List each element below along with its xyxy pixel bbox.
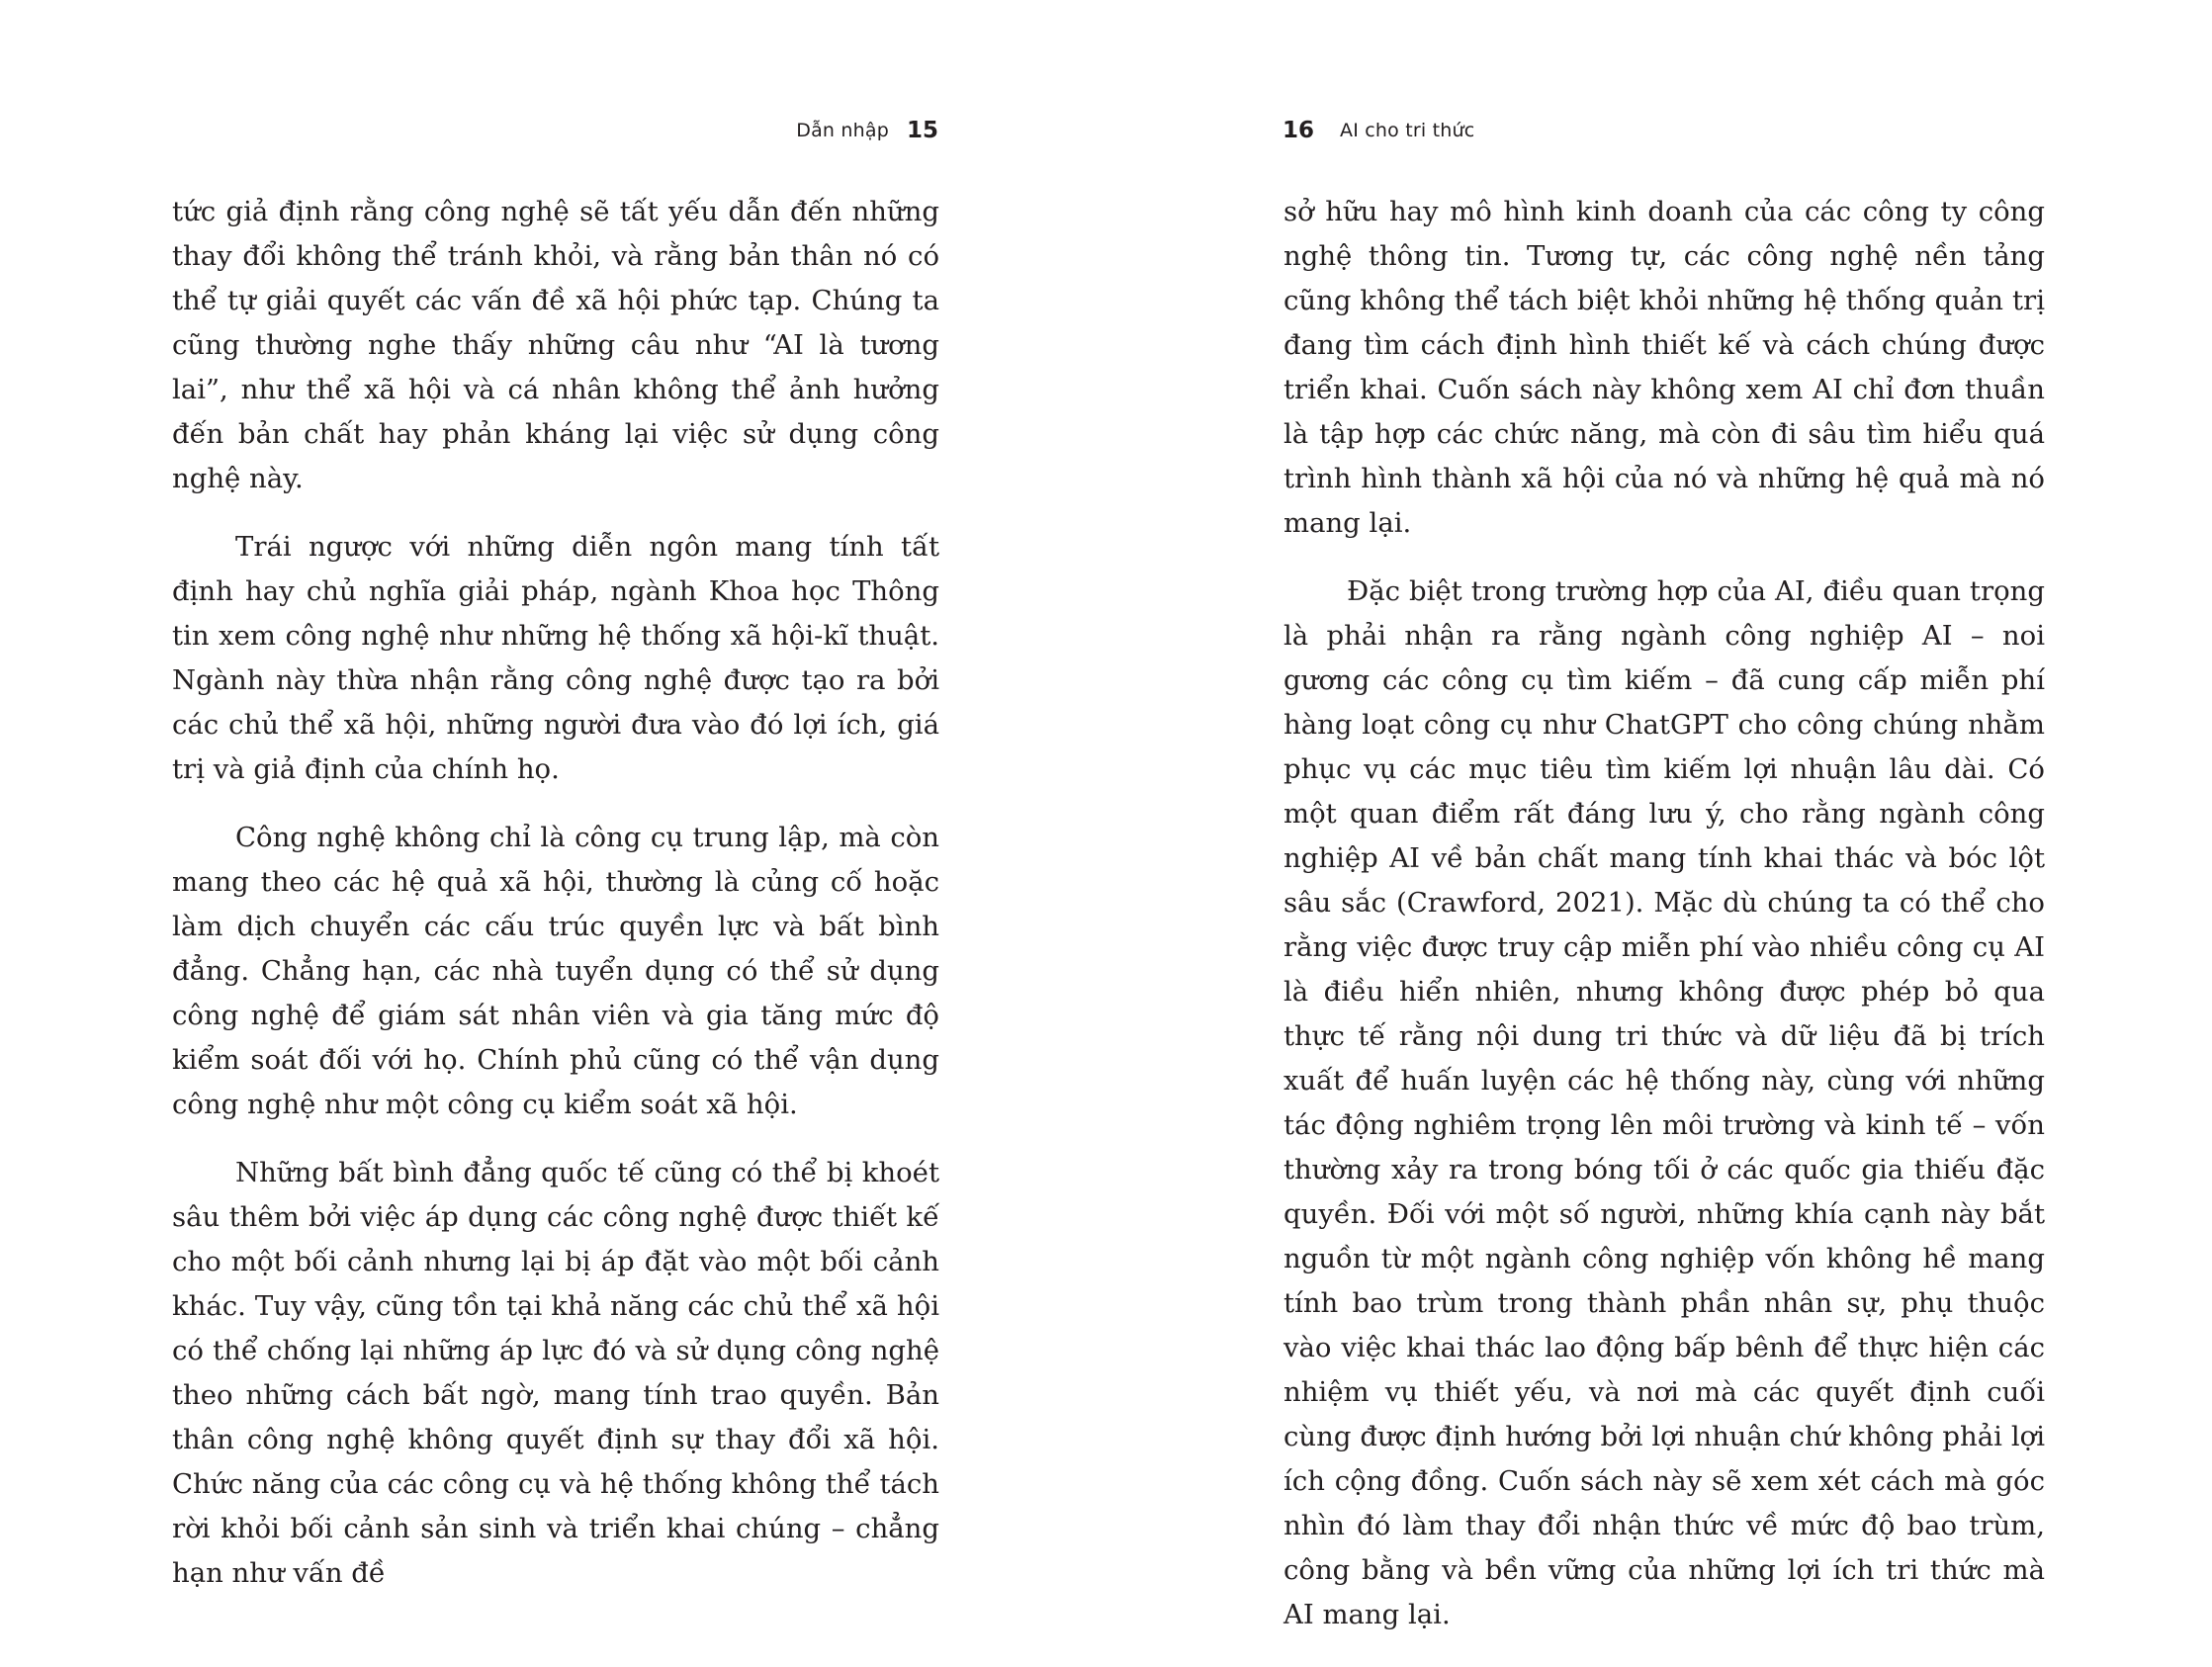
right-running-head [1283,113,1474,148]
right-page-number: 16 [1283,118,1315,143]
left-body-text [172,190,939,1620]
right-paragraph-2: Đặc biệt trong trường hợp của AI, điều quan trọng là phải nhận ra rằng ngành công nghiệp AI – noi gương các công cụ tìm kiếm – đã cung cấp miễn phí hàng loạt công cụ như ChatGPT cho công chúng nhằm phục vụ các mục tiêu tìm kiếm lợi nhuận lâu dài. Có một quan điểm rất đáng lưu ý, cho rằng ngành công nghiệp AI về bản chất mang tính khai thác và bóc lột sâu sắc (Crawford, 2021). Mặc dù chúng ta có thể cho rằng việc được truy cập miễn phí vào nhiều công cụ AI là điều hiển nhiên, nhưng không được phép bỏ qua thực tế rằng nội dung tri thức và dữ liệu đã bị trích xuất để huấn luyện các hệ thống này, cùng với những tác động nghiêm trọng lên môi trường và kinh tế – vốn thường xảy ra trong bóng tối ở các quốc gia thiếu đặc quyền. Đối với một số người, những khía cạnh này bắt nguồn từ một ngành công nghiệp vốn không hề mang tính bao trùm trong thành phần nhân sự, phụ thuộc vào việc khai thác lao động bấp bênh để thực hiện các nhiệm vụ thiết yếu, và nơi mà các quyết định cuối cùng được định hướng bởi lợi nhuận chứ không phải lợi ích cộng đồng. Cuốn sách này sẽ xem xét cách mà góc nhìn đó làm thay đổi nhận thức về mức độ bao trùm, công bằng và bền vững của những lợi ích tri thức mà AI mang lại. [1283,575,2045,1630]
left-paragraph-2: Trái ngược với những diễn ngôn mang tính tất định hay chủ nghĩa giải pháp, ngành Khoa học Thông tin xem công nghệ như những hệ thống xã hội-kĩ thuật. Ngành này thừa nhận rằng công nghệ được tạo ra bởi các chủ thể xã hội, những người đưa vào đó lợi ích, giá trị và giả định của chính họ. [172,531,939,785]
left-running-title: Dẫn nhập [796,120,889,141]
left-paragraph-1: tức giả định rằng công nghệ sẽ tất yếu dẫn đến những thay đổi không thể tránh khỏi, và rằng bản thân nó có thể tự giải quyết các vấn đề xã hội phức tạp. Chúng ta cũng thường nghe thấy những câu như “AI là tương lai”, như thể xã hội và cá nhân không thể ảnh hưởng đến bản chất hay phản kháng lại việc sử dụng công nghệ này. [172,196,939,494]
right-page [1106,0,2211,1667]
right-running-title: AI cho tri thức [1340,120,1475,141]
left-running-head [796,113,938,148]
left-paragraph-3: Công nghệ không chỉ là công cụ trung lập, mà còn mang theo các hệ quả xã hội, thường là củng cố hoặc làm dịch chuyển các cấu trúc quyền lực và bất bình đẳng. Chẳng hạn, các nhà tuyển dụng có thể sử dụng công nghệ để giám sát nhân viên và gia tăng mức độ kiểm soát đối với họ. Chính phủ cũng có thể vận dụng công nghệ như một công cụ kiểm soát xã hội. [172,822,939,1120]
left-page-number: 15 [906,118,938,143]
right-body-text [1283,190,2045,1661]
right-paragraph-1: sở hữu hay mô hình kinh doanh của các công ty công nghệ thông tin. Tương tự, các công nghệ nền tảng cũng không thể tách biệt khỏi những hệ thống quản trị đang tìm cách định hình thiết kế và cách chúng được triển khai. Cuốn sách này không xem AI chỉ đơn thuần là tập hợp các chức năng, mà còn đi sâu tìm hiểu quá trình hình thành xã hội của nó và những hệ quả mà nó mang lại. [1283,196,2045,539]
left-paragraph-4: Những bất bình đẳng quốc tế cũng có thể bị khoét sâu thêm bởi việc áp dụng các công nghệ được thiết kế cho một bối cảnh nhưng lại bị áp đặt vào một bối cảnh khác. Tuy vậy, cũng tồn tại khả năng các chủ thể xã hội có thể chống lại những áp lực đó và sử dụng công nghệ theo những cách bất ngờ, mang tính trao quyền. Bản thân công nghệ không quyết định sự thay đổi xã hội. Chức năng của các công cụ và hệ thống không thể tách rời khỏi bối cảnh sản sinh và triển khai chúng – chẳng hạn như vấn đề [172,1157,939,1589]
